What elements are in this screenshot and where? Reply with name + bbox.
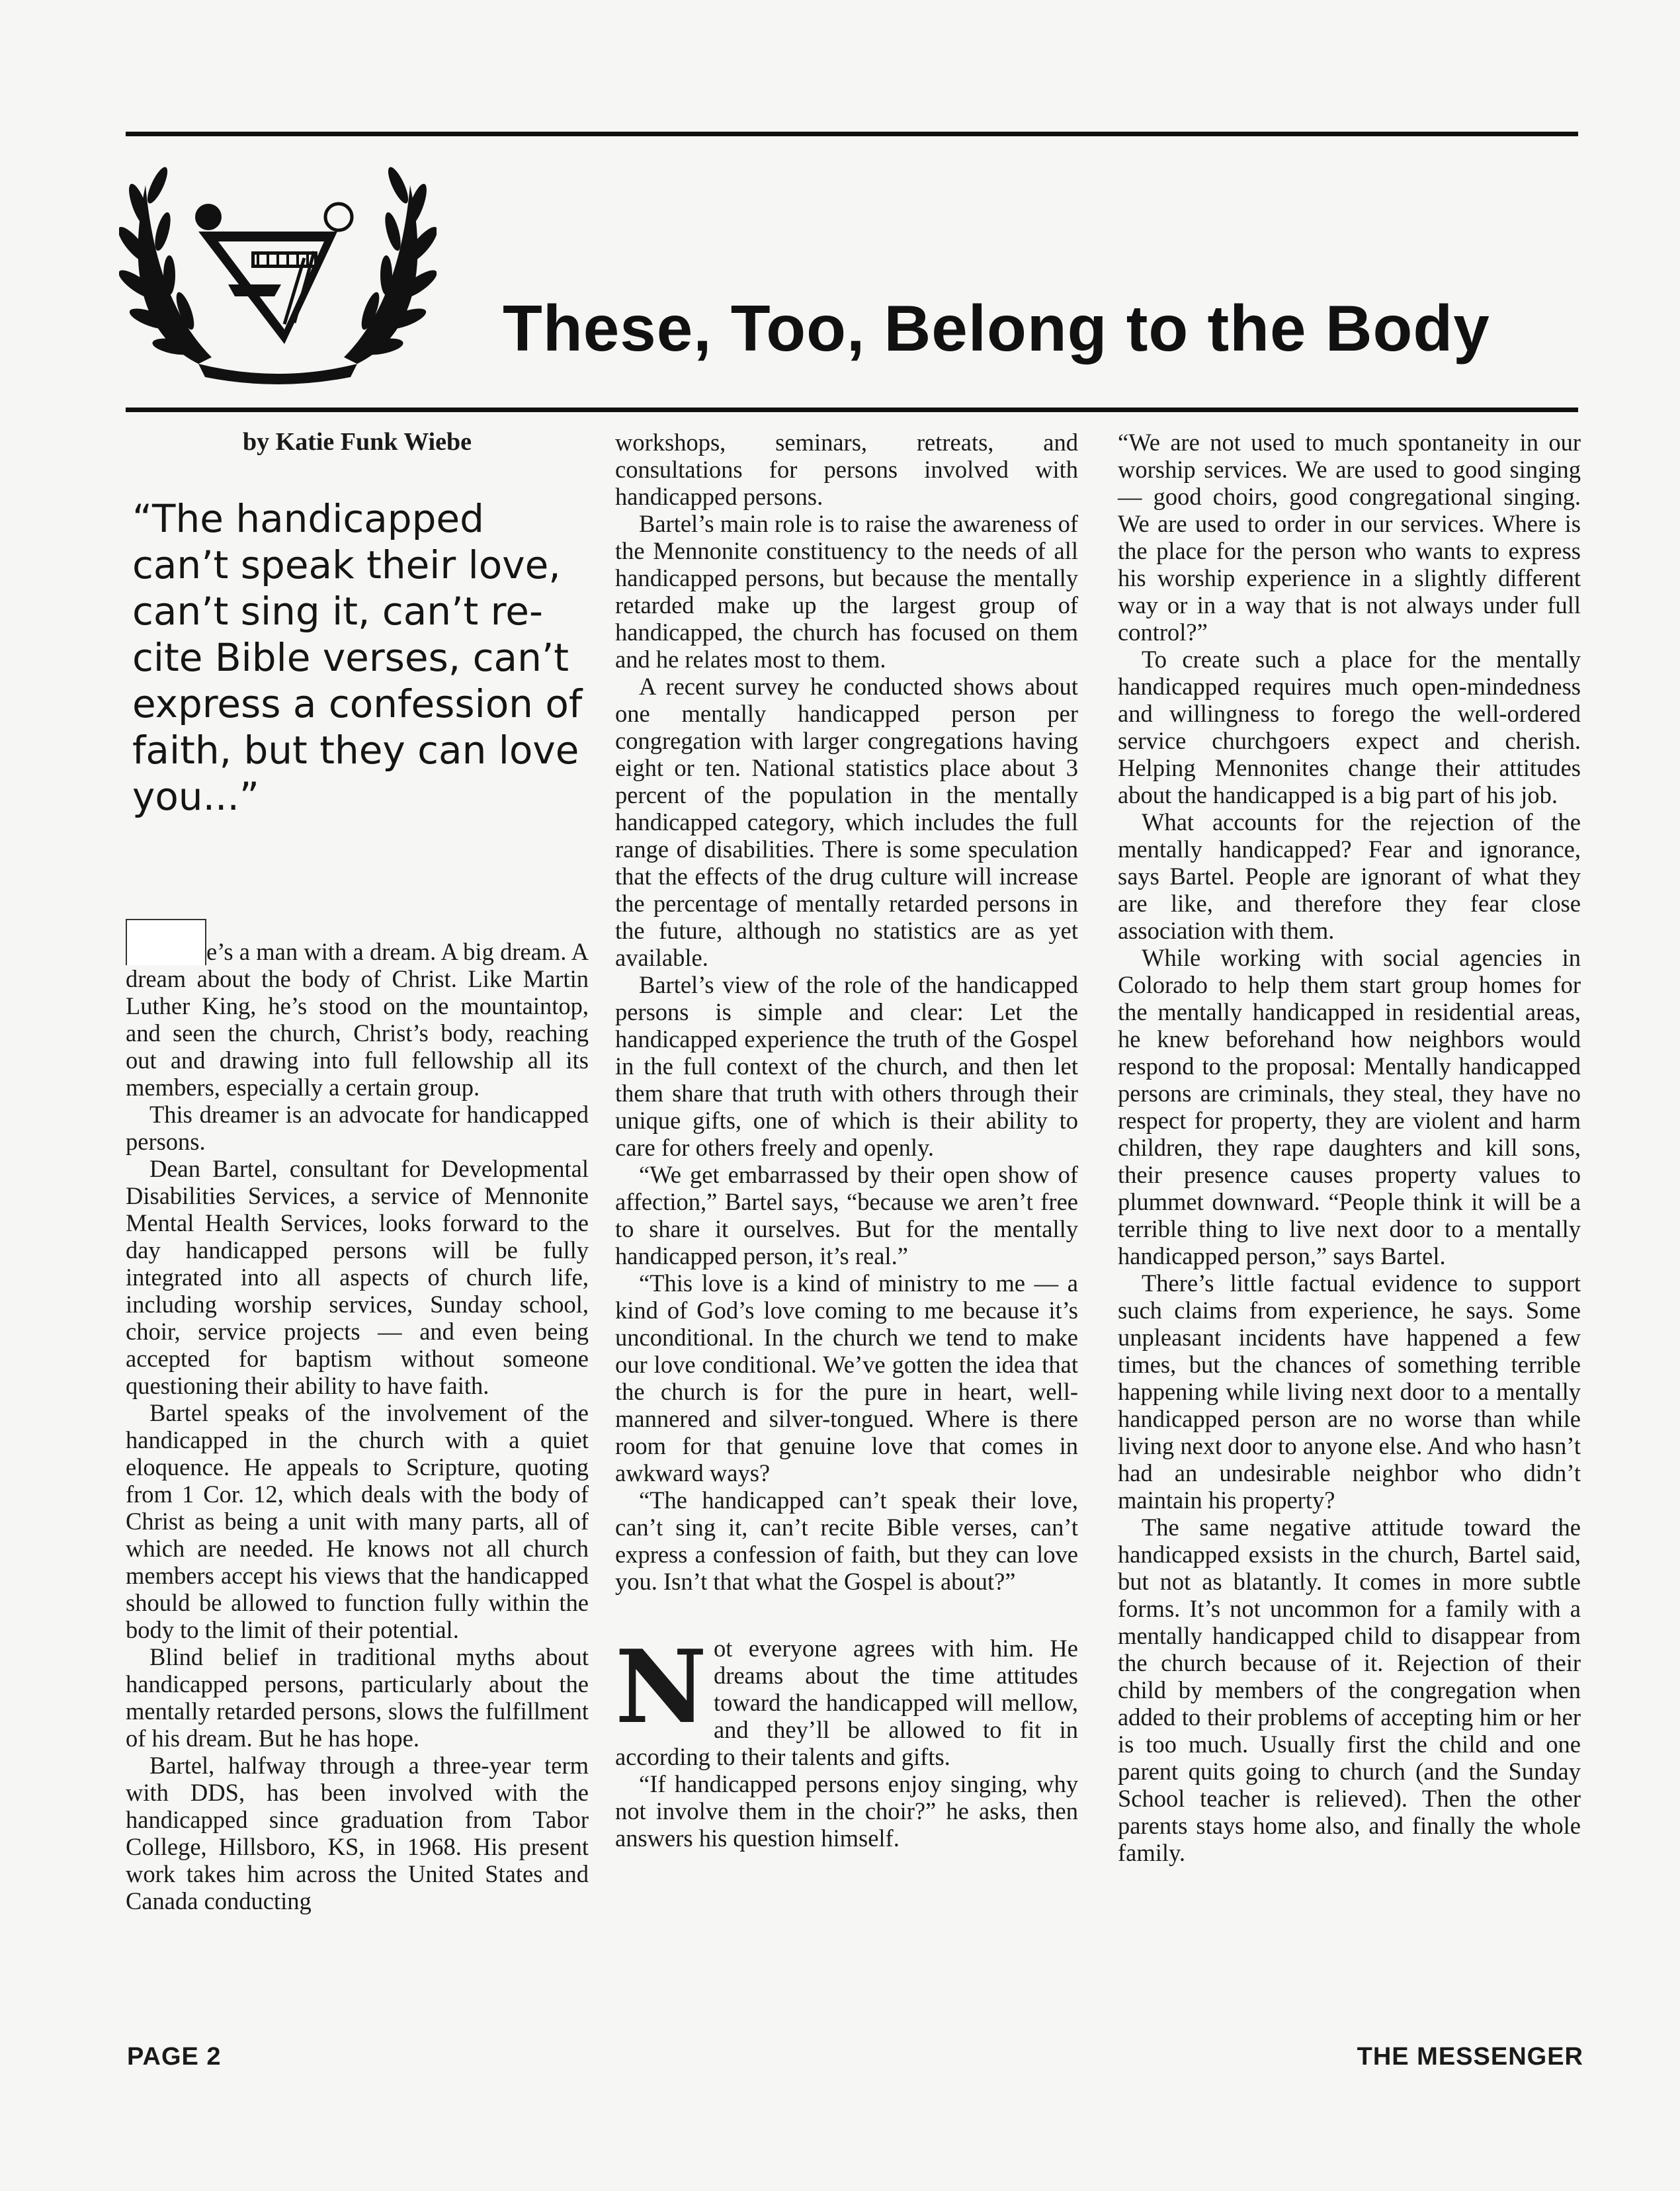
top-rule <box>126 132 1578 136</box>
paragraph: “We are not used to much spontaneity in our worship services. We are used to good singing — good choirs, good congregational singing. We are used to order in our services. Where is the place for the person who wants to express his worship experience in a slightly different way or in a way that is not always under full control?” <box>1118 429 1581 646</box>
paragraph: “This love is a kind of ministry to me — a kind of God’s love coming to me because it’s unconditional. In the church we tend to make our love conditional. We’ve gotten the idea that the church is for the pure in heart, well-mannered and silver-tongued. Where is there room for that genuine love that comes in awkward ways? <box>615 1269 1078 1486</box>
paragraph <box>615 1627 1078 1770</box>
column-3 <box>1118 429 1581 1866</box>
column-2 <box>615 429 1078 1852</box>
paragraph: workshops, seminars, retreats, and consultations for persons involved with handicapped persons. <box>615 429 1078 510</box>
paragraph-text: ot everyone agrees with him. He dreams about the time attitudes toward the handicapped will mellow, and they’ll be allowed to fit in according to their talents and gifts. <box>615 1635 1078 1770</box>
paragraph-text: e’s a man with a dream. A big dream. A dream about the body of Christ. Like Martin Luther King, he’s stood on the mountaintop, and seen the church, Christ’s body, reaching out and drawing into full fellowship all its members, especially a certain group. <box>126 938 589 1101</box>
paragraph: This dreamer is an advocate for handicapped persons. <box>126 1101 589 1155</box>
paragraph <box>126 919 589 1101</box>
paragraph: Bartel’s view of the role of the handicapped persons is simple and clear: Let the handicapped experience the truth of the Gospel in the full context of the church, and then let them share that truth with others through their unique gifts, one of which is their ability to care for others freely and openly. <box>615 971 1078 1161</box>
paragraph: A recent survey he conducted shows about one mentally handicapped person per congregation with larger congregations having eight or ten. National statistics place about 3 percent of the population in the mentally handicapped category, which includes the full range of disabilities. There is some speculation that the effects of the drug culture will increase the percentage of mentally retarded persons in the future, although no statistics are as yet available. <box>615 673 1078 971</box>
paragraph: Bartel, halfway through a three-year term with DDS, has been involved with the handicapped since graduation from Tabor College, Hillsboro, KS, in 1968. His present work takes him across the United States and Canada conducting <box>126 1752 589 1914</box>
paragraph: “We get embarrassed by their open show of affection,” Bartel says, “because we aren’t free to share it ourselves. But for the mentally handicapped person, it’s real.” <box>615 1161 1078 1269</box>
article-title: These, Too, Belong to the Body <box>503 292 1490 365</box>
paragraph: While working with social agencies in Colorado to help them start group homes for the mentally handicapped in residential areas, he knew beforehand how neighbors would respond to the proposal: Mentally handicapped persons are criminals, they steal, they have no respect for property, they are violent and harm children, they rape daughters and kill sons, their presence causes property values to plummet downward. “People think it will be a terrible thing to live next door to a mentally handicapped person,” says Bartel. <box>1118 944 1581 1269</box>
paragraph: There’s little factual evidence to support such claims from experience, he says. Some unpleasant incidents have happened a few times, but the chances of something terrible happening while living next door to a mentally handicapped person are no worse than while living next door to anyone else. And who hasn’t had an undesirable neighbor who didn’t maintain his property? <box>1118 1269 1581 1514</box>
title-rule <box>126 408 1578 412</box>
dropcap-placeholder <box>126 919 206 965</box>
paragraph: Dean Bartel, consultant for Developmental Disabilities Services, a service of Mennonite Mental Health Services, looks forward to the day handicapped persons will be fully integrated into all aspects of church life, including worship services, Sunday school, choir, service projects — and even being accepted for baptism without someone questioning their ability to have faith. <box>126 1155 589 1399</box>
paragraph: What accounts for the rejection of the mentally handicapped? Fear and ignorance, says Bartel. People are ignorant of what they are like, and therefore they fear close association with them. <box>1118 808 1581 944</box>
paragraph: “If handicapped persons enjoy singing, why not involve them in the choir?” he asks, then answers his question himself. <box>615 1770 1078 1852</box>
wreath-handicapped-emblem-icon <box>119 146 437 390</box>
dropcap-letter: N <box>615 1627 707 1746</box>
paragraph: Bartel speaks of the involvement of the handicapped in the church with a quiet eloquence. He appeals to Scripture, quoting from 1 Cor. 12, which deals with the body of Christ as being a unit with many parts, all of which are needed. He knows not all church members accept his views that the handicapped should be allowed to function fully within the body to the limit of their potential. <box>126 1399 589 1643</box>
paragraph: To create such a place for the mentally handicapped requires much open-mindedness and willingness to forego the well-ordered service churchgoers expect and cherish. Helping Mennonites change their attitudes about the handicapped is a big part of his job. <box>1118 646 1581 808</box>
pull-quote: “The handicapped can’t speak their love, can’t sing it, can’t re-cite Bible verses, can’t express a confession of faith, but they can love you...” <box>132 496 583 819</box>
paragraph: The same negative attitude toward the handicapped exsists in the church, Bartel said, but not as blatantly. It comes in more subtle forms. It’s not uncommon for a family with a mentally handicapped child to disappear from the church because of it. Rejection of their child by members of the congregation when added to their problems of accepting him or her is too much. Usually first the child and one parent quits going to church (and the Sunday School teacher is relieved). Then the other parents stays home also, and finally the whole family. <box>1118 1514 1581 1866</box>
byline: by Katie Funk Wiebe <box>243 428 472 456</box>
paragraph: Bartel’s main role is to raise the awareness of the Mennonite constituency to the needs of all handicapped persons, but because the mentally retarded make up the largest group of handicapped, the church has focused on them and he relates most to them. <box>615 510 1078 673</box>
paragraph: Blind belief in traditional myths about handicapped persons, particularly about the mentally retarded persons, slows the fulfillment of his dream. But he has hope. <box>126 1643 589 1752</box>
publication-name: THE MESSENGER <box>1357 2043 1583 2071</box>
paragraph: “The handicapped can’t speak their love, can’t sing it, can’t recite Bible verses, can’t express a confession of faith, but they can love you. Isn’t that what the Gospel is about?” <box>615 1486 1078 1595</box>
page-number: PAGE 2 <box>127 2043 222 2071</box>
column-1 <box>126 429 589 1914</box>
